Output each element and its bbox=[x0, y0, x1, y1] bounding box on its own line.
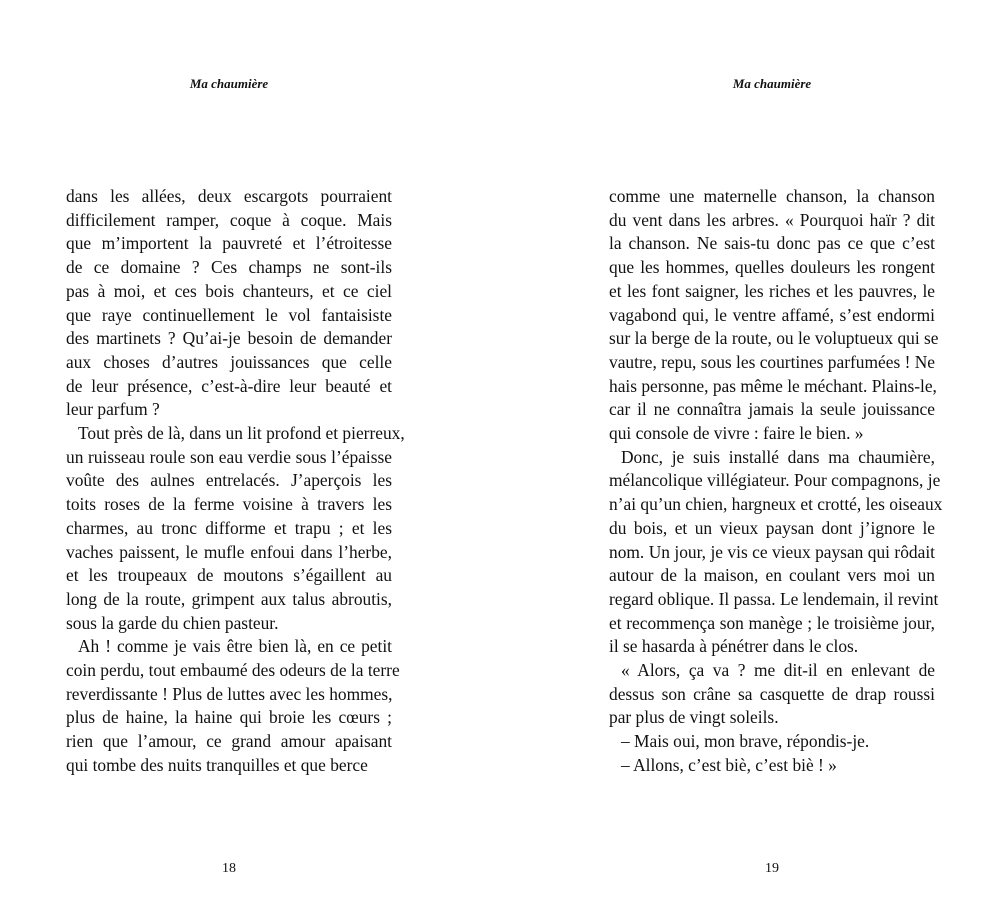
text-line: regard oblique. Il passa. Le lendemain, il revint bbox=[609, 588, 939, 609]
text-line: qui tombe des nuits tranquilles et que berce bbox=[66, 754, 368, 775]
text-line: dessus son crâne sa casquette de drap roussi bbox=[609, 683, 935, 704]
right-page bbox=[609, 0, 943, 913]
text-line: aux choses d’autres jouissances que celle bbox=[66, 351, 392, 372]
text-line: « Alors, ça va ? me dit-il en enlevant de bbox=[621, 660, 935, 681]
text-line: toits roses de la ferme voisine à travers les bbox=[66, 494, 392, 515]
running-head: Ma chaumière bbox=[189, 76, 269, 91]
text-line: – Mais oui, mon brave, répondis-je. bbox=[621, 731, 870, 752]
text-line: plus de haine, la haine qui broie les cœurs ; bbox=[66, 707, 392, 728]
text-line: difficilement ramper, coque à coque. Mais bbox=[66, 209, 392, 230]
text-line: de leur présence, c’est-à-dire leur beauté et bbox=[66, 375, 392, 396]
text-line: et les font saigner, les riches et les pauvres, le bbox=[609, 280, 935, 301]
text-line: Ah ! comme je vais être bien là, en ce petit bbox=[78, 636, 392, 657]
paragraph bbox=[609, 659, 935, 730]
body-text bbox=[609, 185, 943, 778]
paragraph bbox=[66, 422, 405, 635]
text-line: et les troupeaux de moutons s’égaillent au bbox=[66, 565, 392, 586]
text-line: la chanson. Ne sais-tu donc pas ce que c’est bbox=[609, 233, 935, 254]
paragraph bbox=[609, 185, 939, 446]
text-line: sur la berge de la route, ou le voluptueux qui se bbox=[609, 328, 939, 349]
text-line: que les hommes, quelles douleurs les rongent bbox=[609, 257, 935, 278]
text-line: Donc, je suis installé dans ma chaumière, bbox=[621, 446, 935, 467]
text-line: que m’importent la pauvreté et l’étroitesse bbox=[66, 233, 392, 254]
paragraph bbox=[66, 635, 400, 777]
text-line: un ruisseau roule son eau verdie sous l’épaisse bbox=[66, 446, 392, 467]
text-line: charmes, au tronc difforme et trapu ; et les bbox=[66, 517, 392, 538]
text-line: – Allons, c’est biè, c’est biè ! » bbox=[621, 754, 837, 775]
text-line: qui console de vivre : faire le bien. » bbox=[609, 423, 864, 444]
text-line: coin perdu, tout embaumé des odeurs de la terre bbox=[66, 660, 400, 681]
paragraph bbox=[66, 185, 392, 422]
text-line: et recommença son manège ; le troisième jour, bbox=[609, 612, 935, 633]
paragraph bbox=[609, 446, 943, 659]
text-line: mélancolique villégiateur. Pour compagnons, je bbox=[609, 470, 941, 491]
page-number: 18 bbox=[222, 861, 236, 876]
text-line: Tout près de là, dans un lit profond et pierreux, bbox=[78, 423, 405, 444]
text-line: leur parfum ? bbox=[66, 399, 160, 420]
text-line: dans les allées, deux escargots pourraient bbox=[66, 186, 392, 206]
text-line: des martinets ? Qu’ai-je besoin de demander bbox=[66, 328, 392, 349]
text-line: du vent dans les arbres. « Pourquoi haïr ? dit bbox=[609, 209, 935, 230]
text-line: reverdissante ! Plus de luttes avec les hommes, bbox=[66, 683, 393, 704]
text-line: autour de la maison, en coulant vers moi un bbox=[609, 565, 935, 586]
text-line: voûte des aulnes entrelacés. J’aperçois les bbox=[66, 470, 392, 491]
text-line: vaches paissent, le mufle enfoui dans l’herbe, bbox=[66, 541, 392, 562]
paragraph bbox=[609, 730, 935, 754]
text-line: vautre, repu, sous les courtines parfumées ! Ne bbox=[609, 351, 935, 372]
text-line: du bois, et un vieux paysan dont j’ignore le bbox=[609, 517, 935, 538]
text-line: long de la route, grimpent aux talus abroutis, bbox=[66, 588, 392, 609]
text-line: n’ai qu’un chien, hargneux et crotté, les oiseaux bbox=[609, 494, 943, 515]
text-line: nom. Un jour, je vis ce vieux paysan qui rôdait bbox=[609, 541, 935, 562]
text-line: rien que l’amour, ce grand amour apaisant bbox=[66, 731, 392, 752]
text-line: pas à moi, et ces bois chanteurs, et ce ciel bbox=[66, 280, 392, 301]
body-text bbox=[66, 185, 405, 778]
text-line: car il ne connaîtra jamais la seule jouissance bbox=[609, 399, 935, 420]
left-page bbox=[66, 0, 405, 913]
text-line: vagabond qui, le ventre affamé, s’est endormi bbox=[609, 304, 935, 325]
text-line: comme une maternelle chanson, la chanson bbox=[609, 186, 935, 206]
paragraph bbox=[609, 754, 935, 778]
text-line: il se hasarda à pénétrer dans le clos. bbox=[609, 636, 859, 657]
running-head: Ma chaumière bbox=[732, 76, 812, 91]
text-line: hais personne, pas même le méchant. Plains-le, bbox=[609, 375, 937, 396]
text-line: sous la garde du chien pasteur. bbox=[66, 612, 279, 633]
page-number: 19 bbox=[765, 861, 779, 876]
text-line: que raye continuellement le vol fantaisiste bbox=[66, 304, 392, 325]
text-line: de ce domaine ? Ces champs ne sont-ils bbox=[66, 257, 392, 278]
text-line: par plus de vingt soleils. bbox=[609, 707, 779, 728]
